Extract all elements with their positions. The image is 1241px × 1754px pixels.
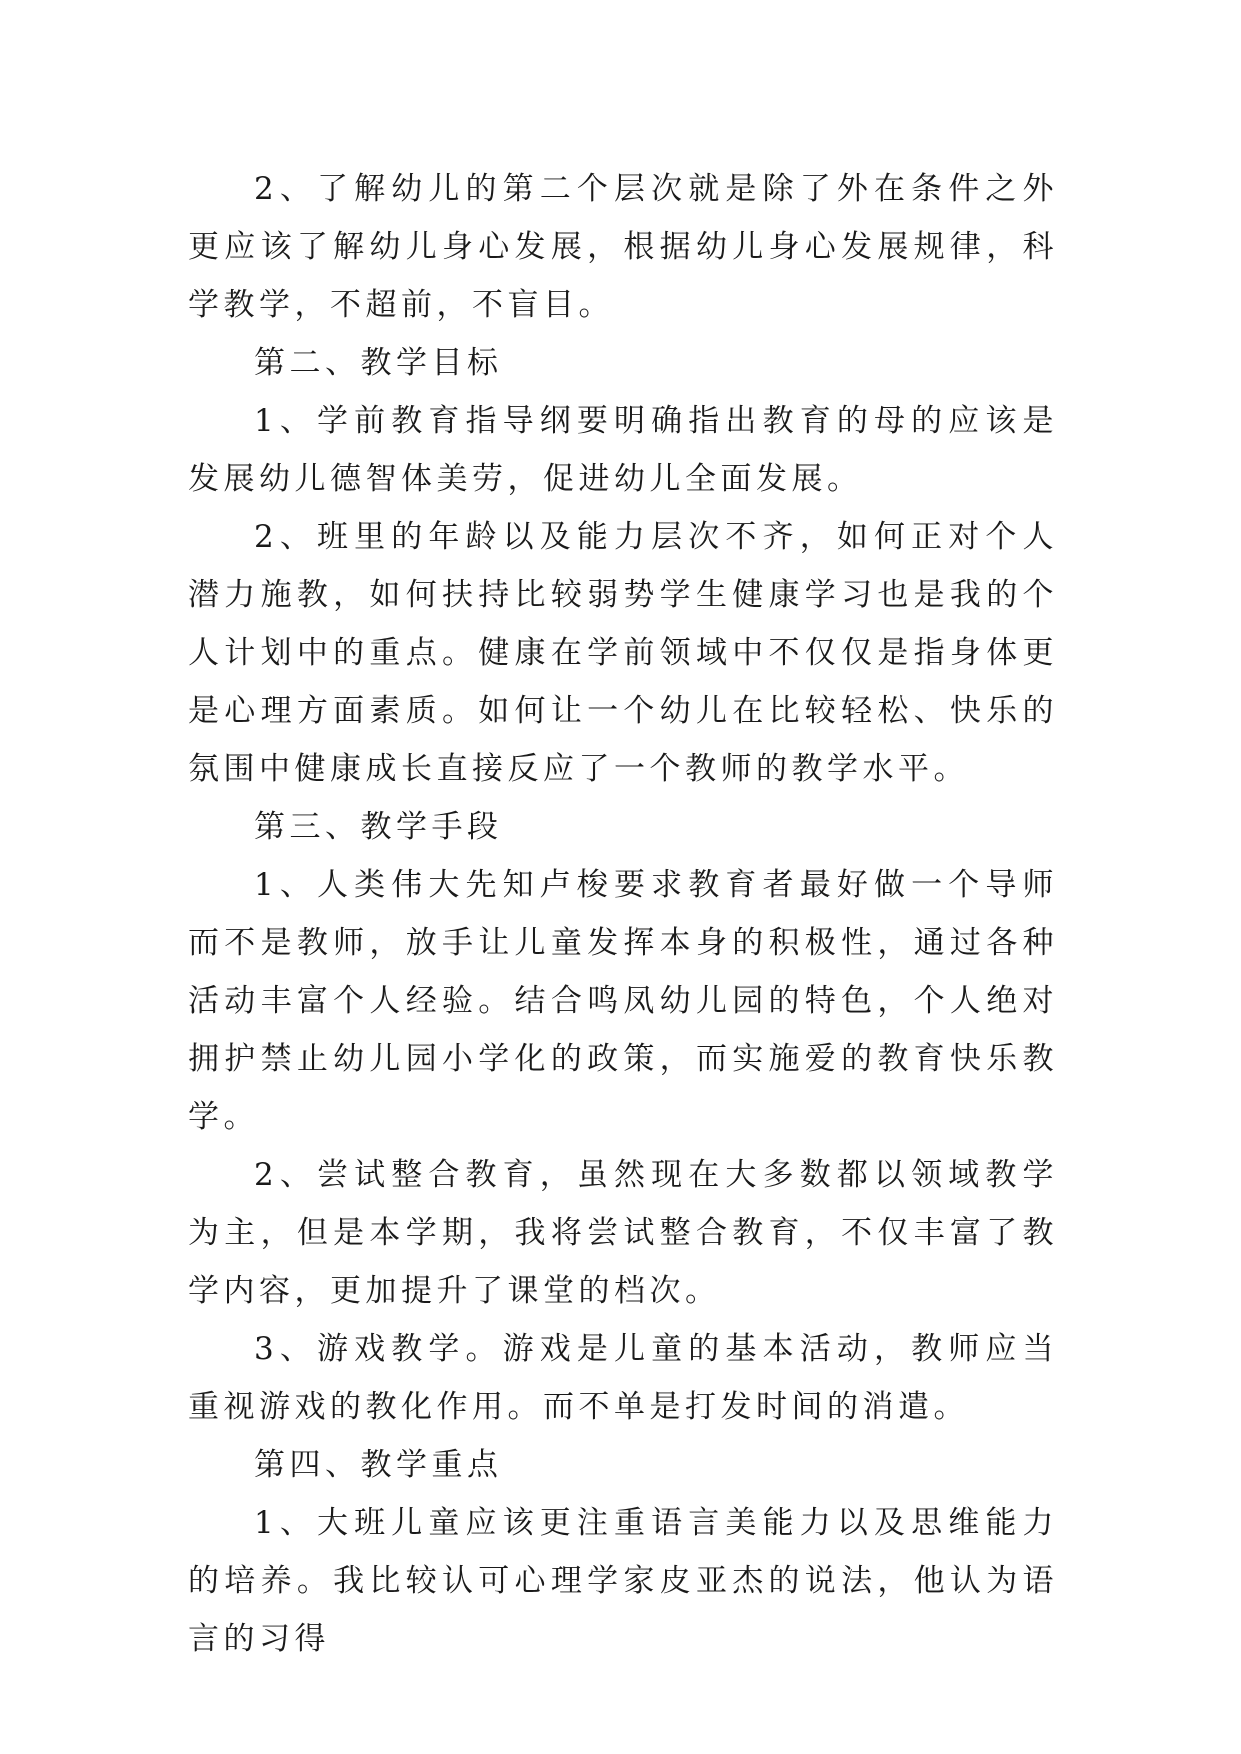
paragraph-method-2: 2、尝试整合教育，虽然现在大多数都以领域教学为主，但是本学期，我将尝试整合教育，不仅丰富了教学内容，更加提升了课堂的档次。: [188, 1157, 1058, 1309]
heading-teaching-methods: 第三、教学手段: [254, 809, 503, 845]
paragraph-focus-1: 1、大班儿童应该更注重语言美能力以及思维能力的培养。我比较认可心理学家皮亚杰的说法，他认为语言的习得: [188, 1505, 1058, 1657]
paragraph-goal-1: 1、学前教育指导纲要明确指出教育的母的应该是发展幼儿德智体美劳，促进幼儿全面发展。: [188, 403, 1058, 497]
document-page: [188, 160, 1058, 1668]
paragraph-method-3: 3、游戏教学。游戏是儿童的基本活动，教师应当重视游戏的教化作用。而不单是打发时间的消遣。: [188, 1331, 1058, 1425]
paragraph-understanding-development: 2、了解幼儿的第二个层次就是除了外在条件之外更应该了解幼儿身心发展，根据幼儿身心发展规律，科学教学，不超前，不盲目。: [188, 171, 1058, 323]
paragraph-goal-2: 2、班里的年龄以及能力层次不齐，如何正对个人潜力施教，如何扶持比较弱势学生健康学习也是我的个人计划中的重点。健康在学前领域中不仅仅是指身体更是心理方面素质。如何让一个幼儿在比较轻松、快乐的氛围中健康成长直接反应了一个教师的教学水平。: [188, 519, 1058, 787]
heading-teaching-focus: 第四、教学重点: [254, 1447, 503, 1483]
paragraph-method-1: 1、人类伟大先知卢梭要求教育者最好做一个导师而不是教师，放手让儿童发挥本身的积极性，通过各种活动丰富个人经验。结合鸣凤幼儿园的特色，个人绝对拥护禁止幼儿园小学化的政策，而实施爱的教育快乐教学。: [188, 867, 1058, 1135]
heading-teaching-goals: 第二、教学目标: [254, 345, 503, 381]
